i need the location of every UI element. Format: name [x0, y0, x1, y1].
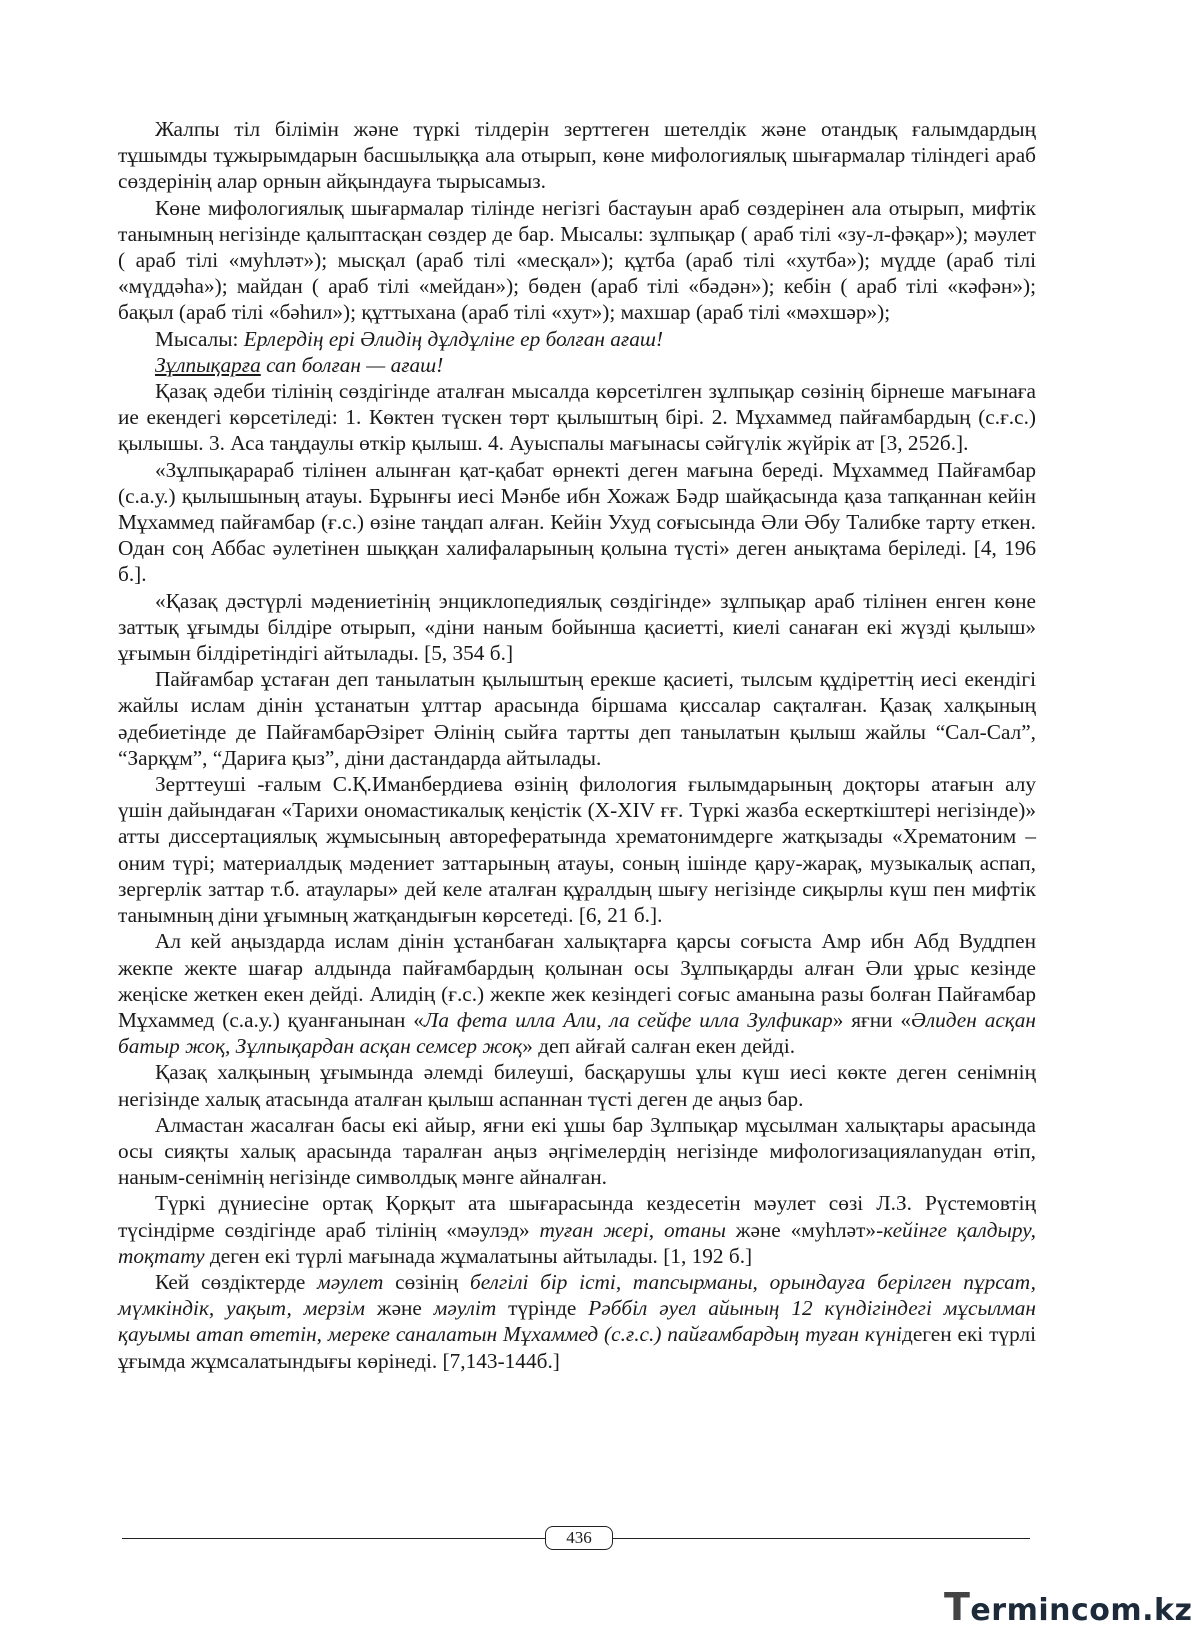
paragraph: Қазақ халқының ұғымында әлемді билеуші, басқарушы ұлы күш иесі көкте деген сенімнің негізінде халық атасында аталған қылыш аспаннан түсті деген де аңыз бар.	[118, 1060, 1036, 1111]
watermark-text: m.kz	[1110, 1593, 1192, 1628]
example-line-1	[118, 326, 1036, 352]
paragraph: «Зұлпықарараб тілінен алынған қат-қабат өрнекті деген мағына береді. Мұхаммед Пайғамбар (с.а.у.) қылышының атауы. Бұрынғы иесі Мәнбе ибн Хожаж Бәдр шайқасында қаза тапқаннан кейін Мұхаммед пайғамбар (ғ.с.) өзіне таңдап алған. Кейін Ухуд соғысында Әли Әбу Талибке тарту еткен. Одан соң Аббас әулетінен шыққан халифаларының қолына түсті» деген анықтама беріледі. [4, 196 б.].	[118, 457, 1036, 587]
italic-run: мәуліт	[433, 1296, 497, 1321]
paragraph: Қазақ әдеби тілінің сөздігінде аталған мысалда көрсетілген зұлпықар сөзінің бірнеше мағынаға ие екендегі көрсетіледі: 1. Көктен түскен төрт қылыштың бірі. 2. Мұхаммед пайғамбардың (с.ғ.с.) қылышы. 3. Аса таңдаулы өткір қылыш. 4. Ауыспалы мағынасы сәйгүлік жүйрік ат [3, 252б.].	[118, 379, 1036, 456]
example-italic-1: Ерлердің ері Әлидің дұлдұліне ер болған ағаш!	[243, 326, 664, 351]
example-underlined: Зұлпықарға	[155, 352, 261, 377]
text-run: сөзінің	[383, 1269, 471, 1294]
last-paragraph	[118, 1269, 1036, 1374]
paragraph: «Қазақ дәстүрлі мәдениетінің энциклопедиялық сөздігінде» зұлпықар араб тілінен енген көне заттық ұғымды білдіре отырып, «діни наным бойынша қасиетті, киелі санаған екі жүзді қылыш» ұғымын білдіретіндігі айтылады. [5, 354 б.]	[118, 588, 1036, 666]
example-label: Мысалы:	[155, 326, 244, 351]
legend-paragraph	[118, 928, 1036, 1059]
text-run: және	[364, 1296, 434, 1321]
paragraph: Пайғамбар ұстаған деп танылатын қылыштың ерекше қасиеті, тылсым құдіреттің иесі екендігі жайлы ислам дінін ұстанатын ұлттар арасында біршама қиссалар сақталған. Қазақ халқының әдебиетінде де ПайғамбарӘзірет Әлінің сыйға тартты деп танылатын қылыш жайлы “Сал-Сал”, “Зарқұм”, “Дариға қыз”, діни дастандарда айтылады.	[118, 667, 1036, 770]
text-run: Кей сөздіктерде	[155, 1269, 318, 1294]
text-run: түрінде	[496, 1296, 589, 1321]
page-number: 436	[545, 1526, 613, 1550]
italic-run: белгілі бір істі, тапсырманы, орындауға берілген пұрсат, мүмкіндік, уақыт, мерзім	[118, 1269, 1036, 1321]
paragraph: Зерттеуші -ғалым С.Қ.Иманбердиева өзінің филология ғылымдарының доқторы атағын алу үшін дайындаған «Тарихи ономастикалық кеңістік (X-XIV ғғ. Түркі жазба ескерткіштері негізінде)» атты диссертациялық жұмысының авторефератында хрематонимдерге жатқызады «Хрематоним – оним түрі; материалдық мәдениет заттарының атауы, соның ішінде қару-жарақ, музыкалық аспап, зергерлік заттар т.б. атаулары» дей келе аталған құралдың шығу негізінде сиқырлы күш пен мифтік танымның діни ұғымның жатқандығын көрсетеді. [6, 21 б.].	[118, 772, 1036, 928]
text-run: және «муһләт»-	[725, 1217, 884, 1242]
text-run: » деп айғай салған екен дейді.	[522, 1034, 796, 1059]
text-run: Түркі дүниесіне ортақ Қорқыт ата шығарасында кездесетін мәулет сөзі Л.З. Рүстемовтің түсіндірме сөздігінде араб тілінің «мәулэд»	[118, 1191, 1036, 1242]
text-run: деген екі түрлі мағынада жұмалатыны айтылады. [1, 192 б.]	[204, 1243, 753, 1268]
italic-run: Рәббіл әуел айының 12 күндігіндегі мұсылман қауымы атап өтетін, мереке саналатын Мұхаммед (с.ғ.с.) пайғамбардың туған күні	[118, 1296, 1036, 1347]
example-italic-2: сап болған — ағаш!	[260, 352, 444, 377]
paragraph: Көне мифологиялық шығармалар тілінде негізгі бастауын араб сөздерінен ала отырып, мифтік танымның негізінде қалыптасқан сөздер де бар. Мысалы: зұлпықар ( араб тілі «зу-л-фәқар»); мәулет ( араб тілі «муһләт»); мысқал (араб тілі «месқал»); құтба (араб тілі «хутба»); мүдде (араб тілі «мүддәһа»); майдан ( араб тілі «мейдан»); бөден (араб тілі «бәдән»); кебін ( араб тілі «кәфән»); бақыл (араб тілі «бәһил»); құттыхана (араб тілі «хут»); махшар (араб тілі «мәхшәр»);	[118, 195, 1036, 325]
watermark-logo	[944, 1585, 1192, 1629]
text-run: деген екі түрлі ұғымда жұмсалатындығы көрінеді. [7,143-144б.]	[118, 1322, 1036, 1373]
example-line-2	[118, 352, 1036, 378]
text-run: » яғни «	[832, 1007, 912, 1032]
italic-run: мәулет	[317, 1269, 384, 1294]
watermark-letter: T	[944, 1585, 971, 1629]
italic-run: Ла фета илла Али, ла сейфе илла Зулфикар	[423, 1007, 833, 1032]
italic-run: кейінге қалдыру, тоқтату	[118, 1217, 1036, 1268]
italic-run: туған жері, отаны	[539, 1217, 726, 1242]
watermark-letter: o	[1089, 1593, 1111, 1628]
page-body	[118, 116, 1036, 1374]
italic-run: Әлиден асқан батыр жоқ, Зұлпықардан асқан семсер жоқ	[118, 1007, 1036, 1059]
paragraph: Алмастан жасалған басы екі айыр, яғни екі ұшы бар Зұлпықар мұсылман халықтары арасында осы сияқты халық арасында таралған аңыз әңгімелердің негізінде мифологизациялanудан өтіп, наным-сенімнің негізінде символдық мәнге айналған.	[118, 1112, 1036, 1190]
paragraph: Жалпы тіл білімін және түркі тілдерін зерттеген шетелдік және отандық ғалымдардың тұшымды тұжырымдарын басшылыққа ала отырып, көне мифологиялық шығармалар тіліндегі араб сөздерінің алар орнын айқындауға тырысамыз.	[118, 117, 1036, 194]
text-run: Ал кей аңыздарда ислам дінін ұстанбаған халықтарға қарсы соғыста Амр ибн Абд Вуддпен жекпе жекте шағар алдында пайғамбардың қолынан осы Зұлпықарды алған Әли ұрыс кезінде жеңіске жеткен екен дейді. Алидің (ғ.с.) жекпе жек кезіндегі соғыс аманына разы болған Пайғамбар Мұхаммед (с.а.у.) қуанғанынан «	[118, 929, 1036, 1032]
watermark-text: erminc	[970, 1593, 1090, 1628]
moulet-paragraph	[118, 1190, 1036, 1269]
